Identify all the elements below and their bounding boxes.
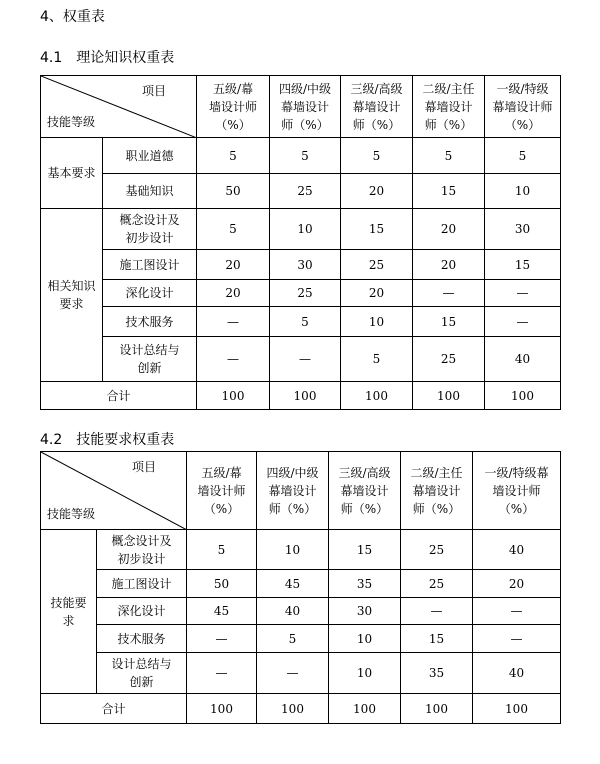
header-item-label: 项目 [141, 84, 166, 98]
subcategory-cell: 施工图设计 [103, 250, 197, 280]
value-cell: 30 [485, 209, 561, 250]
text-line: 幕墙设计师 [492, 99, 553, 114]
column-header [187, 452, 257, 530]
table-row [41, 530, 561, 570]
value-cell: 35 [401, 653, 473, 694]
value-cell: 5 [270, 138, 341, 174]
table-row [41, 174, 561, 209]
subcategory-cell: 深化设计 [103, 280, 197, 307]
value-cell: — [401, 598, 473, 625]
total-value: 100 [413, 382, 485, 410]
text-line: 设计总结与 [119, 343, 180, 357]
value-cell: — [485, 280, 561, 307]
text-line: 一级/特级 [496, 81, 549, 96]
text-line: （%） [215, 117, 251, 132]
text-line: 二级/主任 [410, 465, 463, 480]
column-header [473, 452, 561, 530]
total-row [41, 382, 561, 410]
value-cell: — [197, 337, 270, 382]
value-cell: 25 [341, 250, 413, 280]
value-cell: 25 [401, 530, 473, 570]
total-value: 100 [257, 694, 329, 724]
value-cell: 20 [413, 209, 485, 250]
value-cell: 45 [187, 598, 257, 625]
column-header [401, 452, 473, 530]
value-cell: 50 [187, 570, 257, 598]
value-cell: 20 [473, 570, 561, 598]
total-value: 100 [401, 694, 473, 724]
subcategory-cell [103, 337, 197, 382]
value-cell: 25 [413, 337, 485, 382]
section-heading: 4、权重表 [40, 9, 105, 25]
value-cell: 5 [413, 138, 485, 174]
value-cell: 10 [341, 307, 413, 337]
text-line: 创新 [137, 361, 162, 375]
text-line: 幕墙设计 [424, 99, 473, 114]
header-level-label: 技能等级 [47, 507, 96, 521]
value-cell: 5 [341, 138, 413, 174]
total-value: 100 [197, 382, 270, 410]
table-row [41, 280, 561, 307]
subcategory-cell: 职业道德 [103, 138, 197, 174]
table-row [41, 209, 561, 250]
table-row [41, 625, 561, 653]
total-value: 100 [473, 694, 561, 724]
value-cell: — [485, 307, 561, 337]
subcategory-cell [97, 653, 187, 694]
value-cell: 15 [413, 174, 485, 209]
value-cell: 20 [341, 280, 413, 307]
value-cell: 10 [329, 653, 401, 694]
diagonal-header-cell [41, 452, 187, 530]
total-value: 100 [187, 694, 257, 724]
value-cell: 10 [270, 209, 341, 250]
text-line: 五级/幕 [212, 81, 254, 96]
header-row [41, 76, 561, 138]
value-cell: — [413, 280, 485, 307]
subcategory-cell: 技术服务 [103, 307, 197, 337]
subcategory-cell [97, 530, 187, 570]
total-value: 100 [485, 382, 561, 410]
text-line: 初步设计 [125, 231, 174, 245]
text-line: 墙设计师 [492, 483, 541, 498]
text-line: 墙设计师 [197, 483, 246, 498]
value-cell: — [187, 653, 257, 694]
theory-weight-table [40, 75, 561, 410]
column-header [197, 76, 270, 138]
text-line: 师（%） [340, 501, 389, 516]
subcategory-cell: 技术服务 [97, 625, 187, 653]
total-label: 合计 [41, 382, 197, 410]
value-cell: — [197, 307, 270, 337]
text-line: 四级/中级 [266, 465, 319, 480]
value-cell: 15 [329, 530, 401, 570]
total-value: 100 [341, 382, 413, 410]
text-line: 概念设计及 [111, 533, 172, 548]
text-line: 幕墙设计 [412, 483, 461, 498]
text-line: 师（%） [424, 117, 473, 132]
value-cell: 15 [341, 209, 413, 250]
value-cell: 5 [197, 138, 270, 174]
category-cell: 基本要求 [41, 138, 103, 209]
value-cell: 25 [270, 280, 341, 307]
subcategory-cell [103, 209, 197, 250]
value-cell: 30 [270, 250, 341, 280]
table-row [41, 653, 561, 694]
value-cell: 50 [197, 174, 270, 209]
text-line: 概念设计及 [119, 213, 180, 227]
value-cell: 30 [329, 598, 401, 625]
subcategory-cell: 深化设计 [97, 598, 187, 625]
text-line: 四级/中级 [278, 81, 332, 96]
value-cell: 25 [270, 174, 341, 209]
skill-table-title: 4.2 技能要求权重表 [40, 432, 175, 448]
column-header [270, 76, 341, 138]
value-cell: 5 [187, 530, 257, 570]
value-cell: — [187, 625, 257, 653]
text-line: 墙设计师 [208, 99, 257, 114]
text-line: （%） [203, 501, 240, 516]
text-line: 幕墙设计 [340, 483, 389, 498]
text-line: 创新 [129, 675, 154, 689]
text-line: 幕墙设计 [268, 483, 317, 498]
text-line: （%） [504, 117, 541, 132]
text-line: 设计总结与 [111, 657, 172, 671]
column-header [329, 452, 401, 530]
category-cell [41, 530, 97, 694]
total-row [41, 694, 561, 724]
text-line: 幕墙设计 [352, 99, 401, 114]
value-cell: 25 [401, 570, 473, 598]
text-line: 要求 [59, 297, 84, 311]
total-value: 100 [329, 694, 401, 724]
text-line: 相关知识 [47, 279, 96, 293]
value-cell: 5 [270, 307, 341, 337]
value-cell: 35 [329, 570, 401, 598]
header-level-label: 技能等级 [47, 115, 96, 129]
text-line: 二级/主任 [422, 81, 475, 96]
value-cell: — [473, 598, 561, 625]
header-item-label: 项目 [131, 460, 156, 474]
table-row [41, 307, 561, 337]
value-cell: 40 [257, 598, 329, 625]
value-cell: 40 [473, 653, 561, 694]
text-line: 三级/高级 [350, 81, 403, 96]
column-header [341, 76, 413, 138]
text-line: 求 [62, 613, 75, 628]
total-label: 合计 [41, 694, 187, 724]
table-row [41, 250, 561, 280]
value-cell: 15 [485, 250, 561, 280]
subcategory-cell: 基础知识 [103, 174, 197, 209]
value-cell: 15 [401, 625, 473, 653]
value-cell: 10 [329, 625, 401, 653]
value-cell: 40 [485, 337, 561, 382]
total-value: 100 [270, 382, 341, 410]
text-line: 师（%） [352, 117, 401, 132]
text-line: 师（%） [281, 117, 329, 132]
value-cell: 20 [197, 250, 270, 280]
text-line: 初步设计 [117, 551, 166, 566]
value-cell: 5 [197, 209, 270, 250]
value-cell: 10 [485, 174, 561, 209]
value-cell: 5 [485, 138, 561, 174]
value-cell: 45 [257, 570, 329, 598]
theory-table-title: 4.1 理论知识权重表 [40, 50, 175, 66]
text-line: 五级/幕 [201, 465, 242, 480]
value-cell: 10 [257, 530, 329, 570]
subcategory-cell: 施工图设计 [97, 570, 187, 598]
text-line: 技能要 [50, 595, 87, 610]
value-cell: 40 [473, 530, 561, 570]
table-row [41, 138, 561, 174]
diagonal-header-cell [41, 76, 197, 138]
text-line: （%） [498, 501, 535, 516]
value-cell: 5 [341, 337, 413, 382]
value-cell: 5 [257, 625, 329, 653]
text-line: 师（%） [412, 501, 461, 516]
value-cell: — [473, 625, 561, 653]
header-row [41, 452, 561, 530]
table-row [41, 337, 561, 382]
text-line: 幕墙设计 [280, 99, 329, 114]
value-cell: — [257, 653, 329, 694]
value-cell: 20 [197, 280, 270, 307]
value-cell: 20 [413, 250, 485, 280]
column-header [257, 452, 329, 530]
value-cell: 15 [413, 307, 485, 337]
skill-weight-table [40, 451, 561, 724]
text-line: 师（%） [268, 501, 317, 516]
category-cell [41, 209, 103, 382]
text-line: 三级/高级 [338, 465, 391, 480]
value-cell: 20 [341, 174, 413, 209]
value-cell: — [270, 337, 341, 382]
column-header [413, 76, 485, 138]
table-row [41, 598, 561, 625]
text-line: 一级/特级幕 [484, 465, 549, 480]
column-header [485, 76, 561, 138]
table-row [41, 570, 561, 598]
